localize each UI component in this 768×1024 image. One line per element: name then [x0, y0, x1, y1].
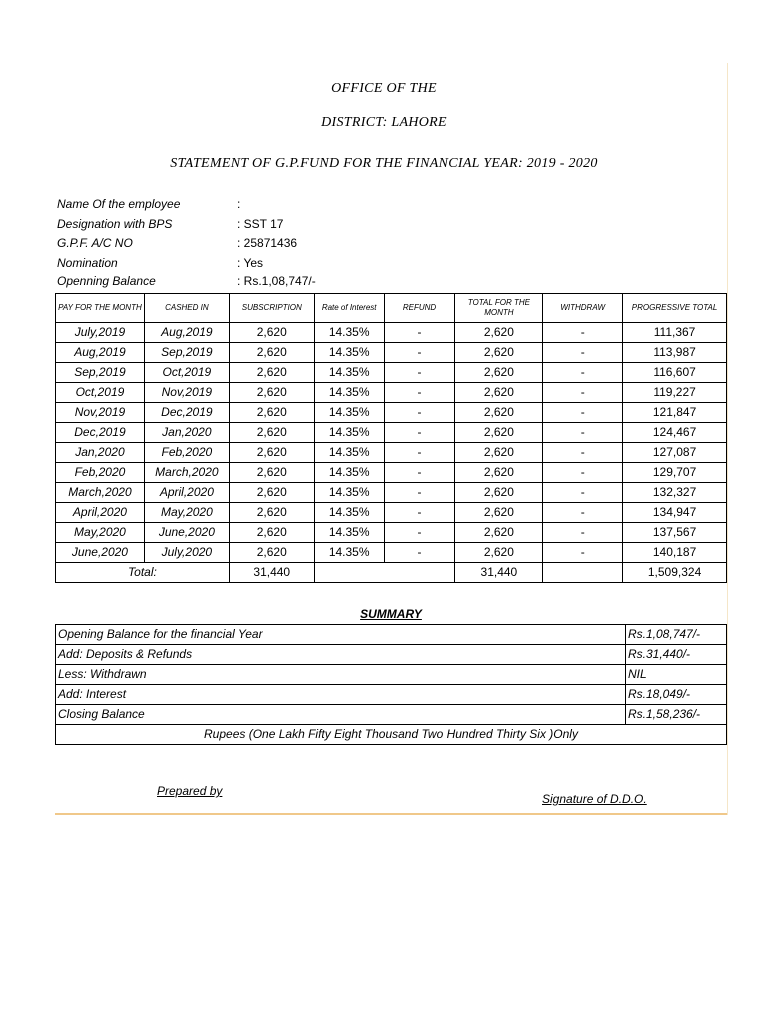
- info-label: Openning Balance: [57, 274, 156, 288]
- cell-withdraw: -: [543, 423, 623, 443]
- summary-label: Add: Interest: [56, 685, 626, 705]
- table-row: [56, 403, 727, 423]
- cell-refund: -: [384, 443, 455, 463]
- cell-rate: 14.35%: [314, 343, 384, 363]
- summary-words-row: [56, 725, 727, 745]
- cell-subscription: 2,620: [229, 383, 314, 403]
- summary-label: Less: Withdrawn: [56, 665, 626, 685]
- total-for-month: 31,440: [455, 563, 543, 583]
- info-label: Name Of the employee: [57, 197, 181, 211]
- cell-rate: 14.35%: [314, 323, 384, 343]
- cell-total-month: 2,620: [455, 523, 543, 543]
- cell-withdraw: -: [543, 523, 623, 543]
- cell-subscription: 2,620: [229, 423, 314, 443]
- cell-cashed-in: June,2020: [144, 523, 229, 543]
- col-header-subscription: SUBSCRIPTION: [229, 294, 314, 323]
- cell-cashed-in: Aug,2019: [144, 323, 229, 343]
- cell-total-month: 2,620: [455, 503, 543, 523]
- cell-withdraw: -: [543, 543, 623, 563]
- cell-total-month: 2,620: [455, 323, 543, 343]
- col-header-refund: REFUND: [384, 294, 455, 323]
- cell-pay-month: Feb,2020: [56, 463, 145, 483]
- cell-withdraw: -: [543, 463, 623, 483]
- summary-value: Rs.18,049/-: [626, 685, 727, 705]
- table-row: [56, 523, 727, 543]
- cell-rate: 14.35%: [314, 543, 384, 563]
- summary-row: [56, 685, 727, 705]
- cell-refund: -: [384, 523, 455, 543]
- cell-pay-month: Dec,2019: [56, 423, 145, 443]
- summary-row: [56, 665, 727, 685]
- cell-rate: 14.35%: [314, 423, 384, 443]
- cell-withdraw: -: [543, 483, 623, 503]
- summary-label: Add: Deposits & Refunds: [56, 645, 626, 665]
- total-subscription: 31,440: [229, 563, 314, 583]
- summary-value: Rs.1,08,747/-: [626, 625, 727, 645]
- table-row: [56, 423, 727, 443]
- cell-cashed-in: Sep,2019: [144, 343, 229, 363]
- cell-cashed-in: Jan,2020: [144, 423, 229, 443]
- summary-value: Rs.1,58,236/-: [626, 705, 727, 725]
- cell-cashed-in: Oct,2019: [144, 363, 229, 383]
- cell-total-month: 2,620: [455, 543, 543, 563]
- cell-cashed-in: July,2020: [144, 543, 229, 563]
- summary-label: Opening Balance for the financial Year: [56, 625, 626, 645]
- summary-row: [56, 645, 727, 665]
- summary-title: SUMMARY: [360, 607, 422, 621]
- cell-rate: 14.35%: [314, 483, 384, 503]
- col-header-withdraw: WITHDRAW: [543, 294, 623, 323]
- cell-total-month: 2,620: [455, 403, 543, 423]
- col-header-pay-month: PAY FOR THE MONTH: [56, 294, 145, 323]
- info-label: Designation with BPS: [57, 217, 173, 231]
- summary-row: [56, 625, 727, 645]
- cell-total-month: 2,620: [455, 483, 543, 503]
- cell-subscription: 2,620: [229, 483, 314, 503]
- cell-refund: -: [384, 463, 455, 483]
- table-row: [56, 483, 727, 503]
- district-heading: DISTRICT: LAHORE: [321, 115, 447, 130]
- total-progressive: 1,509,324: [623, 563, 727, 583]
- page-border: [727, 63, 728, 815]
- cell-withdraw: -: [543, 403, 623, 423]
- cell-refund: -: [384, 423, 455, 443]
- col-header-total-month: TOTAL FOR THE MONTH: [455, 294, 543, 323]
- cell-subscription: 2,620: [229, 523, 314, 543]
- cell-subscription: 2,620: [229, 363, 314, 383]
- cell-rate: 14.35%: [314, 463, 384, 483]
- total-empty: [314, 563, 455, 583]
- cell-withdraw: -: [543, 443, 623, 463]
- info-value: : Rs.1,08,747/-: [237, 274, 316, 288]
- cell-refund: -: [384, 383, 455, 403]
- cell-subscription: 2,620: [229, 463, 314, 483]
- total-row: [56, 563, 727, 583]
- cell-refund: -: [384, 503, 455, 523]
- page-bottom-rule: [55, 813, 727, 815]
- cell-pay-month: Aug,2019: [56, 343, 145, 363]
- cell-pay-month: Oct,2019: [56, 383, 145, 403]
- cell-total-month: 2,620: [455, 443, 543, 463]
- cell-subscription: 2,620: [229, 543, 314, 563]
- total-withdraw-empty: [543, 563, 623, 583]
- cell-refund: -: [384, 483, 455, 503]
- amount-in-words: Rupees (One Lakh Fifty Eight Thousand Two Hundred Thirty Six )Only: [56, 725, 727, 745]
- info-label: G.P.F. A/C NO: [57, 236, 133, 250]
- table-row: [56, 503, 727, 523]
- cell-total-month: 2,620: [455, 463, 543, 483]
- table-row: [56, 363, 727, 383]
- cell-progressive-total: 134,947: [623, 503, 727, 523]
- cell-cashed-in: April,2020: [144, 483, 229, 503]
- cell-cashed-in: Nov,2019: [144, 383, 229, 403]
- cell-withdraw: -: [543, 363, 623, 383]
- col-header-cashed-in: CASHED IN: [144, 294, 229, 323]
- office-heading: OFFICE OF THE: [331, 81, 437, 96]
- cell-rate: 14.35%: [314, 363, 384, 383]
- cell-cashed-in: May,2020: [144, 503, 229, 523]
- cell-pay-month: May,2020: [56, 523, 145, 543]
- cell-withdraw: -: [543, 343, 623, 363]
- summary-label: Closing Balance: [56, 705, 626, 725]
- cell-total-month: 2,620: [455, 423, 543, 443]
- cell-progressive-total: 124,467: [623, 423, 727, 443]
- cell-cashed-in: Dec,2019: [144, 403, 229, 423]
- table-row: [56, 323, 727, 343]
- cell-pay-month: July,2019: [56, 323, 145, 343]
- cell-cashed-in: March,2020: [144, 463, 229, 483]
- cell-refund: -: [384, 403, 455, 423]
- cell-progressive-total: 140,187: [623, 543, 727, 563]
- cell-withdraw: -: [543, 323, 623, 343]
- cell-subscription: 2,620: [229, 403, 314, 423]
- cell-rate: 14.35%: [314, 383, 384, 403]
- cell-subscription: 2,620: [229, 503, 314, 523]
- cell-subscription: 2,620: [229, 343, 314, 363]
- cell-progressive-total: 111,367: [623, 323, 727, 343]
- cell-rate: 14.35%: [314, 403, 384, 423]
- table-body: [56, 323, 727, 563]
- cell-withdraw: -: [543, 383, 623, 403]
- prepared-by-label: Prepared by: [157, 784, 223, 798]
- cell-rate: 14.35%: [314, 443, 384, 463]
- info-label: Nomination: [57, 256, 118, 270]
- info-value: : Yes: [237, 256, 264, 270]
- info-value: : 25871436: [237, 236, 298, 250]
- cell-withdraw: -: [543, 503, 623, 523]
- cell-progressive-total: 137,567: [623, 523, 727, 543]
- table-row: [56, 443, 727, 463]
- table-row: [56, 383, 727, 403]
- cell-pay-month: June,2020: [56, 543, 145, 563]
- summary-value: Rs.31,440/-: [626, 645, 727, 665]
- cell-progressive-total: 127,087: [623, 443, 727, 463]
- total-label: Total:: [56, 563, 230, 583]
- cell-total-month: 2,620: [455, 343, 543, 363]
- cell-total-month: 2,620: [455, 383, 543, 403]
- cell-refund: -: [384, 323, 455, 343]
- table-row: [56, 463, 727, 483]
- cell-progressive-total: 129,707: [623, 463, 727, 483]
- cell-progressive-total: 121,847: [623, 403, 727, 423]
- cell-refund: -: [384, 343, 455, 363]
- cell-cashed-in: Feb,2020: [144, 443, 229, 463]
- cell-progressive-total: 113,987: [623, 343, 727, 363]
- col-header-progressive-total: PROGRESSIVE TOTAL: [623, 294, 727, 323]
- summary-body: [56, 625, 727, 725]
- cell-refund: -: [384, 543, 455, 563]
- cell-pay-month: Sep,2019: [56, 363, 145, 383]
- cell-pay-month: Jan,2020: [56, 443, 145, 463]
- cell-rate: 14.35%: [314, 503, 384, 523]
- info-value: : SST 17: [237, 217, 284, 231]
- cell-progressive-total: 116,607: [623, 363, 727, 383]
- cell-pay-month: March,2020: [56, 483, 145, 503]
- info-value: :: [237, 197, 241, 211]
- cell-subscription: 2,620: [229, 323, 314, 343]
- summary-table: [55, 624, 727, 745]
- cell-subscription: 2,620: [229, 443, 314, 463]
- cell-progressive-total: 132,327: [623, 483, 727, 503]
- col-header-rate: Rate of Interest: [314, 294, 384, 323]
- cell-total-month: 2,620: [455, 363, 543, 383]
- summary-row: [56, 705, 727, 725]
- statement-title: STATEMENT OF G.P.FUND FOR THE FINANCIAL YEAR: 2019 - 2020: [170, 156, 598, 171]
- table-row: [56, 343, 727, 363]
- gp-fund-table: [55, 293, 727, 583]
- cell-refund: -: [384, 363, 455, 383]
- table-row: [56, 543, 727, 563]
- table-header-row: [56, 294, 727, 323]
- cell-pay-month: April,2020: [56, 503, 145, 523]
- ddo-signature-label: Signature of D.D.O.: [542, 792, 647, 806]
- cell-pay-month: Nov,2019: [56, 403, 145, 423]
- summary-value: NIL: [626, 665, 727, 685]
- cell-rate: 14.35%: [314, 523, 384, 543]
- cell-progressive-total: 119,227: [623, 383, 727, 403]
